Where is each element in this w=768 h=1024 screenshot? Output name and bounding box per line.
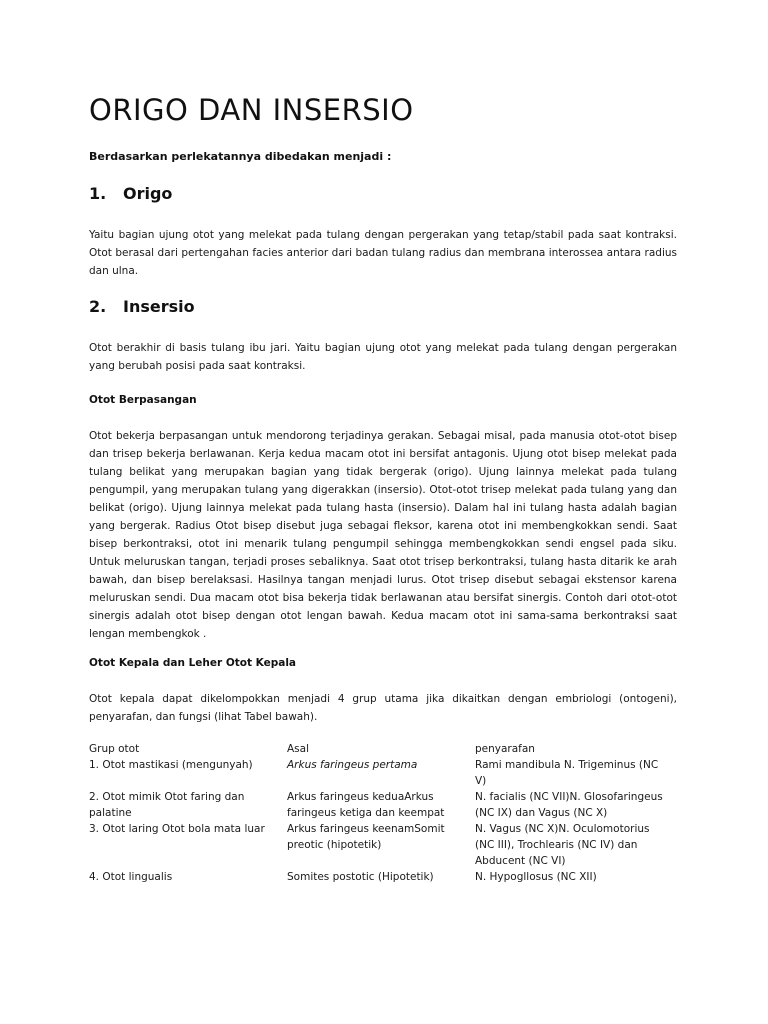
table-cell: Rami mandibula N. Trigeminus (NC V)	[475, 759, 659, 787]
insersio-paragraph: Otot berakhir di basis tulang ibu jari. Yaitu bagian ujung otot yang melekat pada tulang dengan pergerakan yang berubah posisi pada saat kontraksi.	[89, 342, 677, 372]
subheading-otot-berpasangan: Otot Berpasangan	[89, 394, 197, 406]
table-cell: 1. Otot mastikasi (mengunyah)	[89, 759, 253, 771]
table-cell: Arkus faringeus pertama	[287, 759, 418, 771]
otot-berpasangan-paragraph: Otot bekerja berpasangan untuk mendorong terjadinya gerakan. Sebagai misal, pada manusia otot-otot bisep dan trisep bekerja berlawanan. Kerja kedua macam otot ini bersifat antagonis. Ujung otot bisep melekat pada tulang belikat yang merupakan bagian yang tidak bergerak (origo). Ujung lainnya melekat pada tulang pengumpil, yang merupakan tulang yang digerakkan (insersio). Otot-otot trisep melekat pada tulang yang dan belikat (origo). Ujung lainnya melekat pada tulang hasta (insersio). Dalam hal ini tulang hasta adalah bagian yang bergerak. Radius Otot bisep disebut juga sebagai fleksor, karena otot ini membengkokkan sendi. Saat bisep berkontraksi, otot ini menarik tulang pengumpil sehingga membengkokkan sendi engsel pada siku. Untuk meluruskan tangan, terjadi proses sebaliknya. Saat otot trisep berkontraksi, tulang hasta ditarik ke arah bawah, dan bisep berelaksasi. Hasilnya tangan menjadi lurus. Otot trisep disebut sebagai ekstensor karena meluruskan sendi. Dua macam otot bisa bekerja tidak berlawanan atau bersifat sinergis. Contoh dari otot-otot sinergis adalah otot bisep dengan otot lengan bawah. Kedua macam otot ini sama-sama berkontraksi saat lengan membengkok .	[89, 430, 677, 640]
origo-paragraph: Yaitu bagian ujung otot yang melekat pada tulang dengan pergerakan yang tetap/stabil pada saat kontraksi. Otot berasal dari pertengahan facies anterior dari badan tulang radius dan membrana interossea antara radius dan ulna.	[89, 229, 677, 277]
table-header-cell: penyarafan	[475, 743, 535, 755]
table-row	[89, 757, 679, 789]
muscle-group-table	[89, 741, 679, 885]
table-cell: 4. Otot lingualis	[89, 871, 173, 883]
section-title: Insersio	[123, 297, 195, 316]
subheading-otot-kepala: Otot Kepala dan Leher Otot Kepala	[89, 657, 297, 669]
section-title: Origo	[123, 184, 173, 203]
section-number: 2.	[89, 297, 107, 316]
table-cell: N. Vagus (NC X)N. Oculomotorius (NC III), Trochlearis (NC IV) dan Abducent (NC VI)	[475, 823, 650, 867]
table-cell: Somites postotic (Hipotetik)	[287, 871, 434, 883]
table-cell: N. Hypogllosus (NC XII)	[475, 871, 597, 883]
table-cell: 3. Otot laring Otot bola mata luar	[89, 823, 265, 835]
table-cell: 2. Otot mimik Otot faring dan palatine	[89, 791, 245, 819]
table-row	[89, 821, 679, 869]
section-heading-insersio	[89, 297, 195, 316]
table-cell: N. facialis (NC VII)N. Glosofaringeus (NC IX) dan Vagus (NC X)	[475, 791, 663, 819]
table-header-cell: Asal	[287, 743, 310, 755]
page-title: ORIGO DAN INSERSIO	[89, 93, 414, 127]
table-row	[89, 869, 679, 885]
intro-text: Berdasarkan perlekatannya dibedakan menjadi :	[89, 150, 392, 163]
otot-kepala-paragraph: Otot kepala dapat dikelompokkan menjadi 4 grup utama jika dikaitkan dengan embriologi (ontogeni), penyarafan, dan fungsi (lihat Tabel bawah).	[89, 693, 677, 723]
table-row	[89, 789, 679, 821]
table-header-row	[89, 741, 679, 757]
table-header-cell: Grup otot	[89, 743, 140, 755]
section-heading-origo	[89, 184, 172, 203]
table-cell: Arkus faringeus keduaArkus faringeus ketiga dan keempat	[287, 791, 445, 819]
table-cell: Arkus faringeus keenamSomit preotic (hipotetik)	[287, 823, 445, 851]
section-number: 1.	[89, 184, 107, 203]
